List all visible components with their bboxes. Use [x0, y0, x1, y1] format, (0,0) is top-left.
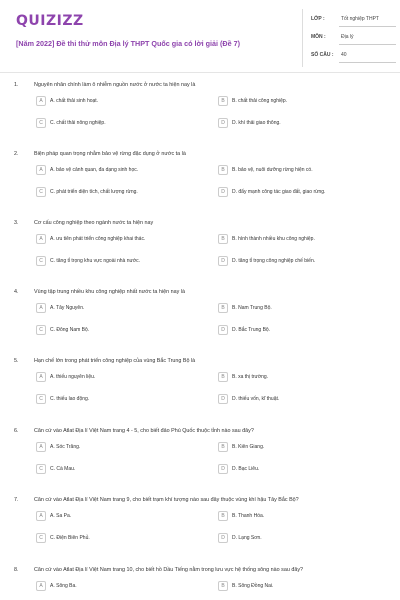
- option-text: A. Sa Pa.: [50, 513, 72, 519]
- question-number: 1.: [14, 82, 19, 88]
- option-text: B. hình thành nhiều khu công nghiệp.: [232, 236, 315, 242]
- option-text: A. bảo vệ cảnh quan, đa dạng sinh học.: [50, 167, 139, 173]
- option-letter-box: A: [36, 165, 46, 175]
- answer-option-a[interactable]: [36, 165, 196, 177]
- meta-subject: [311, 29, 396, 47]
- answer-option-b[interactable]: [218, 303, 378, 315]
- answer-option-b[interactable]: [218, 234, 378, 246]
- option-letter-box: A: [36, 442, 46, 452]
- question-1: [12, 75, 392, 143]
- option-text: A. Sông Ba.: [50, 583, 77, 589]
- option-letter-box: C: [36, 256, 46, 266]
- option-letter-box: A: [36, 581, 46, 591]
- question-text: Nguyên nhân chính làm ô nhiễm nguồn nước ở nước ta hiện nay là: [34, 82, 196, 88]
- option-letter-box: C: [36, 187, 46, 197]
- answer-option-a[interactable]: [36, 581, 196, 593]
- meta-underline: [339, 62, 396, 63]
- question-text: Căn cứ vào Atlat Địa lí Việt Nam trang 9, cho biết trạm khí tượng nào sau đây thuộc vùng khí hậu Tây Bắc Bộ?: [34, 497, 299, 503]
- option-letter-box: D: [218, 256, 228, 266]
- meta-underline: [339, 44, 396, 45]
- option-letter-box: B: [218, 372, 228, 382]
- option-text: A. chất thải sinh hoạt.: [50, 98, 99, 104]
- question-6: [12, 421, 392, 489]
- option-letter-box: A: [36, 234, 46, 244]
- question-number: 6.: [14, 428, 19, 434]
- option-text: A. thiếu nguyên liệu.: [50, 374, 96, 380]
- answer-option-c[interactable]: [36, 187, 196, 199]
- answer-option-c[interactable]: [36, 118, 196, 130]
- option-letter-box: B: [218, 442, 228, 452]
- option-text: B. bảo vệ, nuôi dưỡng rừng hiện có.: [232, 167, 313, 173]
- question-number: 3.: [14, 220, 19, 226]
- question-text: Căn cứ vào Atlat Địa lí Việt Nam trang 4 - 5, cho biết đảo Phú Quốc thuộc tỉnh nào sau đây?: [34, 428, 254, 434]
- option-text: B. Kiên Giang.: [232, 444, 265, 450]
- option-text: C. tăng tỉ trọng khu vực ngoài nhà nước.: [50, 258, 141, 264]
- answer-option-d[interactable]: [218, 118, 378, 130]
- option-text: D. Bạc Liêu.: [232, 466, 260, 472]
- option-text: C. phát triển diện tích, chất lượng rừng.: [50, 189, 138, 195]
- question-text: Hạn chế lớn trong phát triển công nghiệp của vùng Bắc Trung Bộ là: [34, 358, 196, 364]
- answer-option-d[interactable]: [218, 533, 378, 545]
- answer-option-b[interactable]: [218, 581, 378, 593]
- answer-option-b[interactable]: [218, 372, 378, 384]
- answer-option-a[interactable]: [36, 96, 196, 108]
- option-letter-box: C: [36, 118, 46, 128]
- option-letter-box: C: [36, 533, 46, 543]
- meta-box: [302, 9, 397, 67]
- question-number: 8.: [14, 567, 19, 573]
- option-text: D. thiếu vốn, kĩ thuật.: [232, 396, 280, 402]
- option-text: D. khí thải giao thông.: [232, 120, 281, 126]
- answer-option-b[interactable]: [218, 165, 378, 177]
- answer-option-c[interactable]: [36, 464, 196, 476]
- option-text: D. Lạng Sơn.: [232, 535, 262, 541]
- option-text: B. Sông Đồng Nai.: [232, 583, 274, 589]
- option-letter-box: D: [218, 187, 228, 197]
- option-letter-box: B: [218, 511, 228, 521]
- question-number: 4.: [14, 289, 19, 295]
- option-text: D. tăng tỉ trọng công nghiệp chế biến.: [232, 258, 316, 264]
- option-letter-box: A: [36, 96, 46, 106]
- answer-option-c[interactable]: [36, 325, 196, 337]
- option-text: C. Đông Nam Bộ.: [50, 327, 90, 333]
- question-7: [12, 490, 392, 558]
- option-letter-box: B: [218, 96, 228, 106]
- option-letter-box: D: [218, 394, 228, 404]
- answer-option-a[interactable]: [36, 511, 196, 523]
- question-number: 7.: [14, 497, 19, 503]
- answer-option-a[interactable]: [36, 442, 196, 454]
- question-number: 5.: [14, 358, 19, 364]
- question-text: Vùng tập trung nhiều khu công nghiệp nhất nước ta hiện nay là: [34, 289, 186, 295]
- answer-option-b[interactable]: [218, 511, 378, 523]
- option-text: B. Nam Trung Bộ.: [232, 305, 272, 311]
- option-letter-box: D: [218, 118, 228, 128]
- meta-value: Địa lý: [341, 34, 354, 40]
- option-text: A. Tây Nguyên.: [50, 305, 85, 311]
- meta-grade: [311, 11, 396, 29]
- answer-option-d[interactable]: [218, 464, 378, 476]
- option-letter-box: D: [218, 325, 228, 335]
- question-3: [12, 213, 392, 281]
- document-title: [Năm 2022] Đề thi thử môn Địa lý THPT Quốc gia có lời giải (Đề 7): [16, 39, 240, 48]
- answer-option-d[interactable]: [218, 187, 378, 199]
- answer-option-a[interactable]: [36, 234, 196, 246]
- answer-option-c[interactable]: [36, 256, 196, 268]
- option-text: A. Sóc Trăng.: [50, 444, 81, 450]
- option-letter-box: C: [36, 464, 46, 474]
- question-8: [12, 560, 392, 600]
- question-number: 2.: [14, 151, 19, 157]
- answer-option-d[interactable]: [218, 325, 378, 337]
- answer-option-c[interactable]: [36, 394, 196, 406]
- answer-option-d[interactable]: [218, 256, 378, 268]
- question-text: Căn cứ vào Atlat Địa lí Việt Nam trang 10, cho biết hồ Dầu Tiếng nằm trong lưu vực hệ thống sông nào sau đây?: [34, 567, 304, 573]
- option-letter-box: A: [36, 511, 46, 521]
- meta-value: Tốt nghiệp THPT: [341, 16, 379, 22]
- meta-count: [311, 47, 396, 65]
- option-text: A. ưu tiên phát triển công nghiệp khai thác.: [50, 236, 146, 242]
- header-divider: [0, 72, 400, 73]
- option-text: C. Cà Mau.: [50, 466, 76, 472]
- option-letter-box: C: [36, 394, 46, 404]
- question-2: [12, 144, 392, 212]
- option-letter-box: A: [36, 372, 46, 382]
- option-letter-box: B: [218, 234, 228, 244]
- answer-option-b[interactable]: [218, 442, 378, 454]
- answer-option-a[interactable]: [36, 303, 196, 315]
- answer-option-c[interactable]: [36, 533, 196, 545]
- question-text: Biện pháp quan trọng nhằm bảo vệ rừng đặc dụng ở nước ta là: [34, 151, 186, 157]
- meta-underline: [339, 26, 396, 27]
- option-letter-box: B: [218, 303, 228, 313]
- quizizz-logo: QUIZIZZ: [16, 13, 84, 29]
- meta-label: LỚP :: [311, 16, 325, 22]
- option-text: C. thiếu lao động.: [50, 396, 90, 402]
- question-4: [12, 282, 392, 350]
- meta-label: MÔN :: [311, 34, 326, 40]
- question-text: Cơ cấu công nghiệp theo ngành nước ta hiện nay: [34, 220, 154, 226]
- option-text: D. Bắc Trung Bộ.: [232, 327, 271, 333]
- option-letter-box: B: [218, 165, 228, 175]
- answer-option-a[interactable]: [36, 372, 196, 384]
- option-text: C. Điện Biên Phủ.: [50, 535, 90, 541]
- option-text: B. Thanh Hóa.: [232, 513, 265, 519]
- option-letter-box: B: [218, 581, 228, 591]
- option-letter-box: D: [218, 464, 228, 474]
- document-header: [12, 9, 392, 67]
- option-letter-box: C: [36, 325, 46, 335]
- option-text: D. đẩy mạnh công tác giao đất, giao rừng.: [232, 189, 326, 195]
- option-text: B. xa thị trường.: [232, 374, 269, 380]
- meta-value: 40: [341, 52, 347, 58]
- answer-option-b[interactable]: [218, 96, 378, 108]
- option-letter-box: D: [218, 533, 228, 543]
- option-letter-box: A: [36, 303, 46, 313]
- option-text: B. chất thải công nghiệp.: [232, 98, 288, 104]
- meta-label: SỐ CÂU :: [311, 52, 334, 58]
- question-5: [12, 351, 392, 419]
- answer-option-d[interactable]: [218, 394, 378, 406]
- option-text: C. chất thải nông nghiệp.: [50, 120, 106, 126]
